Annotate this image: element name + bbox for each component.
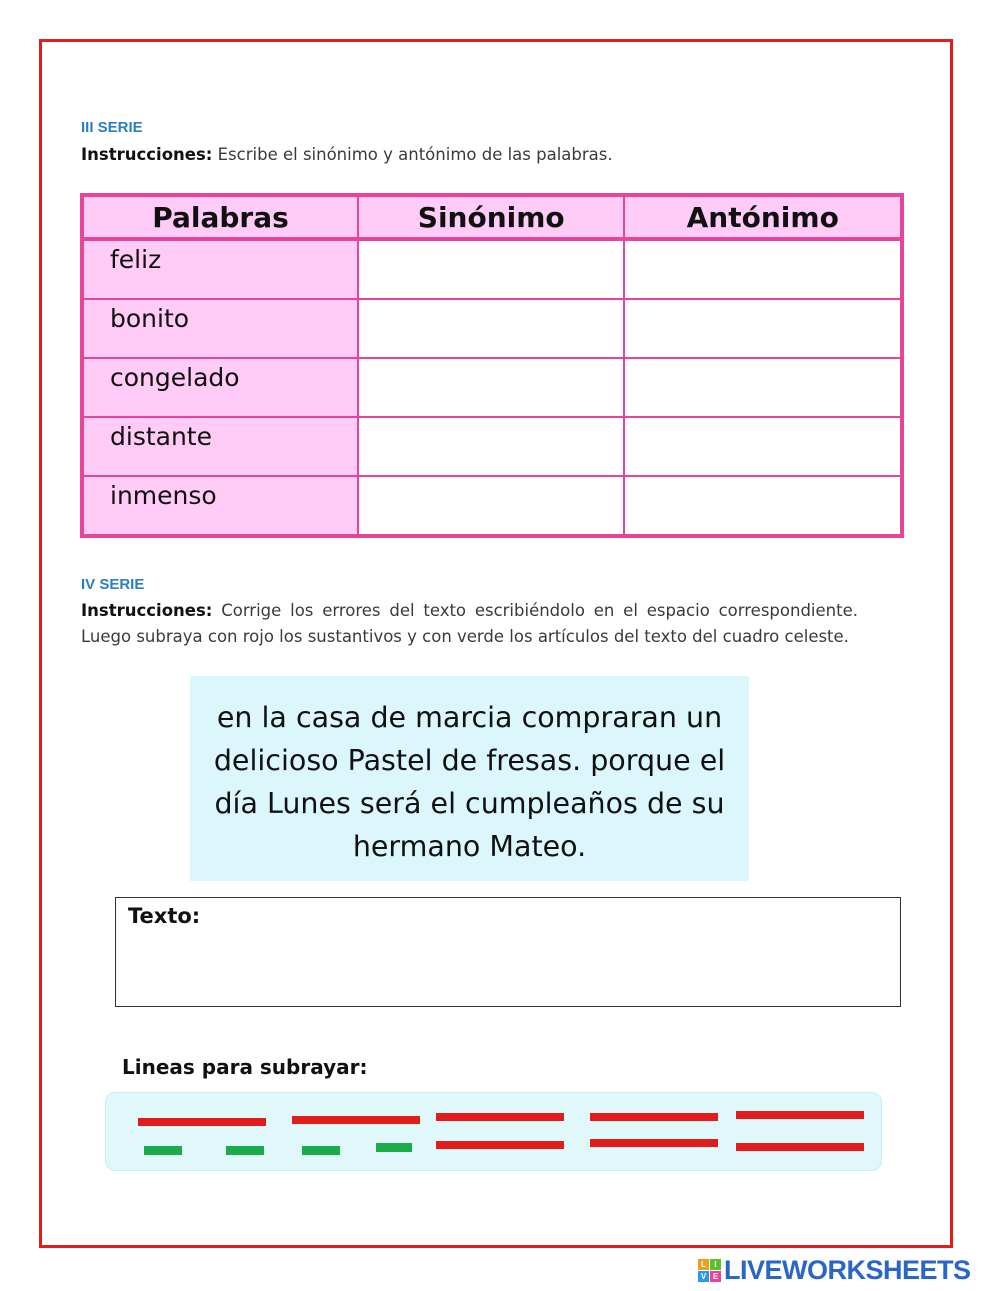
source-text-box: en la casa de marcia compraran un delicioso Pastel de fresas. porque el día Lunes será el cumpleaños de su hermano Mateo. — [190, 676, 749, 881]
logo-mark-letter: I — [710, 1259, 721, 1270]
antonym-input[interactable] — [624, 239, 902, 299]
green-underline-handle[interactable] — [302, 1146, 340, 1155]
antonym-input[interactable] — [624, 476, 902, 536]
header-sinonimo: Sinónimo — [358, 195, 624, 239]
word-cell: feliz — [82, 239, 358, 299]
logo-mark-letter: E — [710, 1271, 721, 1282]
logo-mark-letter: L — [698, 1259, 709, 1270]
instructions-label: Instrucciones: — [81, 601, 213, 620]
serie-4-title: IV SERIE — [81, 576, 145, 593]
green-underline-handle[interactable] — [226, 1146, 264, 1155]
green-underline-handle[interactable] — [144, 1146, 182, 1155]
red-underline-handle[interactable] — [590, 1139, 718, 1147]
table-row — [82, 417, 902, 476]
red-underline-handle[interactable] — [590, 1113, 718, 1121]
antonym-input[interactable] — [624, 299, 902, 358]
header-palabras: Palabras — [82, 195, 358, 239]
instructions-text: Escribe el sinónimo y antónimo de las palabras. — [212, 145, 613, 164]
green-underline-handle[interactable] — [376, 1143, 412, 1152]
table-header-row — [82, 195, 902, 239]
liveworksheets-logo — [698, 1255, 971, 1285]
synonym-input[interactable] — [358, 417, 624, 476]
word-cell: distante — [82, 417, 358, 476]
serie-3-instructions — [81, 142, 858, 168]
answer-text-input[interactable] — [115, 897, 901, 1007]
synonym-input[interactable] — [358, 299, 624, 358]
synonym-antonym-table — [80, 193, 904, 538]
synonym-input[interactable] — [358, 358, 624, 417]
serie-4-instructions — [81, 598, 858, 650]
synonym-input[interactable] — [358, 239, 624, 299]
red-underline-handle[interactable] — [736, 1143, 864, 1151]
red-underline-handle[interactable] — [736, 1111, 864, 1119]
underline-lines-panel — [105, 1092, 882, 1171]
table-row — [82, 239, 902, 299]
instructions-label: Instrucciones: — [81, 145, 213, 164]
red-underline-handle[interactable] — [138, 1118, 266, 1126]
answer-label: Texto: — [128, 904, 201, 928]
red-underline-handle[interactable] — [292, 1116, 420, 1124]
table-row — [82, 476, 902, 536]
word-cell: bonito — [82, 299, 358, 358]
word-cell: congelado — [82, 358, 358, 417]
underline-label: Lineas para subrayar: — [122, 1055, 368, 1079]
header-antonimo: Antónimo — [624, 195, 902, 239]
red-underline-handle[interactable] — [436, 1113, 564, 1121]
serie-3-title: III SERIE — [81, 119, 143, 136]
antonym-input[interactable] — [624, 358, 902, 417]
table-row — [82, 299, 902, 358]
logo-mark-letter: V — [698, 1271, 709, 1282]
word-cell: inmenso — [82, 476, 358, 536]
antonym-input[interactable] — [624, 417, 902, 476]
synonym-input[interactable] — [358, 476, 624, 536]
table-row — [82, 358, 902, 417]
logo-mark-icon — [698, 1259, 721, 1282]
instructions-text: Corrige los errores del texto escribiéndolo en el espacio correspondiente. Luego subraya con rojo los sustantivos y con verde los artículos del texto del cuadro celeste. — [81, 601, 858, 646]
logo-text: LIVEWORKSHEETS — [724, 1254, 971, 1285]
red-underline-handle[interactable] — [436, 1141, 564, 1149]
